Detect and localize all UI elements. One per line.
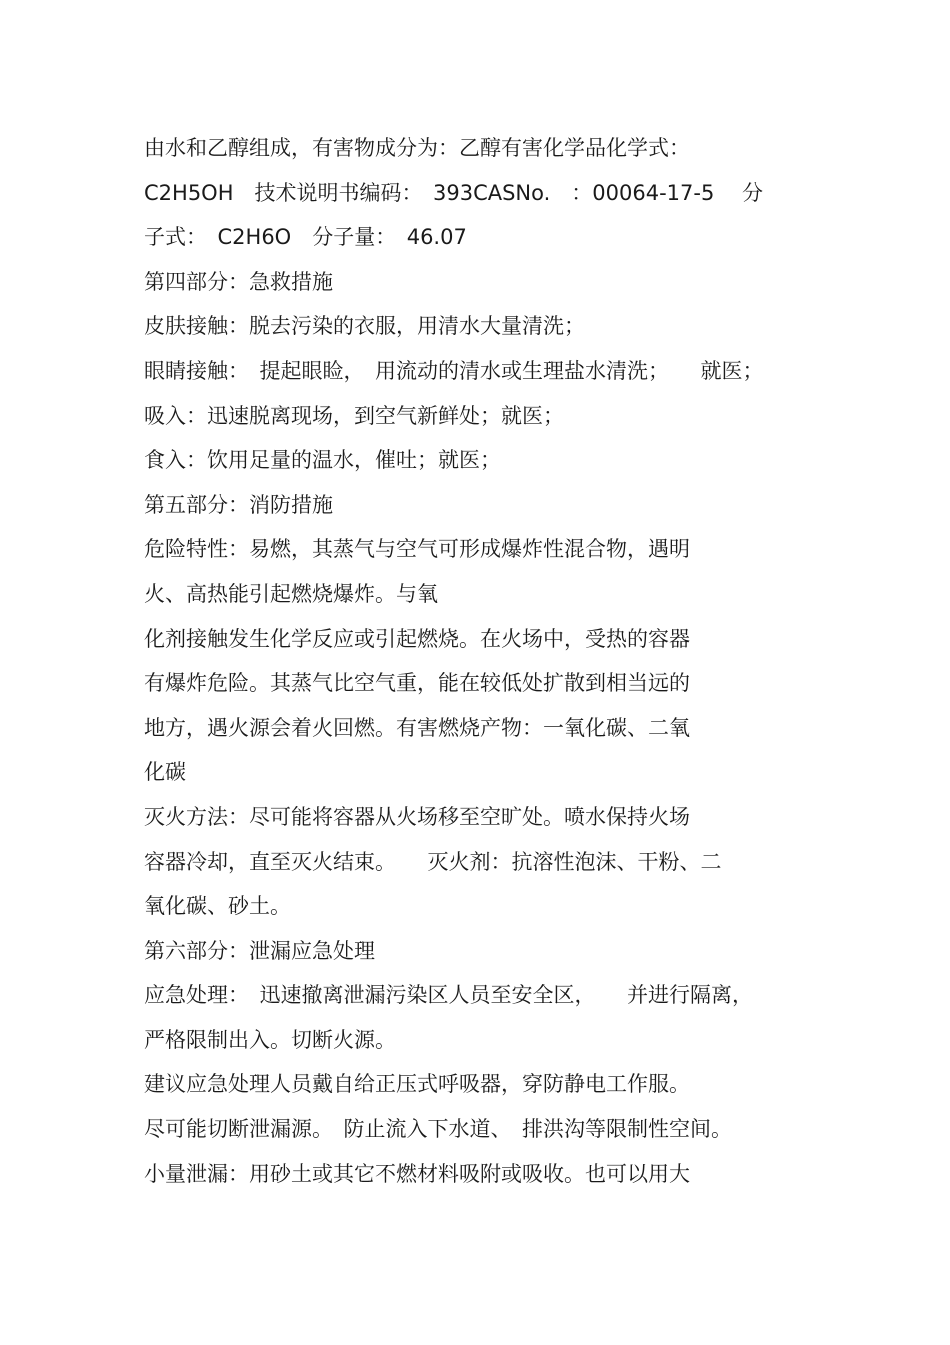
text-line: 危险特性：易燃，其蒸气与空气可形成爆炸性混合物，遇明: [144, 537, 690, 562]
text-line: 由水和乙醇组成，有害物成分为：乙醇有害化学品化学式：: [144, 136, 690, 160]
section-heading: 第四部分：急救措施: [144, 269, 333, 294]
text-line: 吸入：迅速脱离现场，到空气新鲜处；就医；: [144, 403, 564, 428]
text-line: 应急处理： 迅速撤离泄漏污染区人员至安全区， 并进行隔离，: [144, 983, 753, 1008]
text-line: 化剂接触发生化学反应或引起燃烧。在火场中，受热的容器: [144, 626, 690, 651]
text-line: 建议应急处理人员戴自给正压式呼吸器，穿防静电工作服。: [144, 1072, 690, 1097]
text-line: 容器冷却，直至灭火结束。 灭火剂：抗溶性泡沫、干粉、二: [144, 849, 722, 874]
text-line: 火、高热能引起燃烧爆炸。与氧: [144, 581, 438, 606]
text-line: 眼睛接触： 提起眼睑， 用流动的清水或生理盐水清洗； 就医；: [144, 358, 764, 383]
section-heading: 第六部分：泄漏应急处理: [144, 938, 375, 963]
text-line: 灭火方法：尽可能将容器从火场移至空旷处。喷水保持火场: [144, 804, 690, 829]
section-heading: 第五部分：消防措施: [144, 492, 333, 517]
text-line: 小量泄漏：用砂土或其它不燃材料吸附或吸收。也可以用大: [144, 1161, 690, 1186]
text-line: 化碳: [144, 760, 186, 785]
document-body: [144, 126, 824, 1196]
text-line: 严格限制出入。切断火源。: [144, 1027, 396, 1052]
text-line: 子式： C2H6O 分子量： 46.07: [144, 225, 467, 250]
text-line: C2H5OH 技术说明书编码： 393CASNo. ：00064-17-5 分: [144, 180, 764, 205]
text-line: 食入：饮用足量的温水，催吐；就医；: [144, 448, 501, 473]
text-line: 尽可能切断泄漏源。 防止流入下水道、 排洪沟等限制性空间。: [144, 1117, 732, 1142]
text-line: 皮肤接触：脱去污染的衣服，用清水大量清洗；: [144, 314, 585, 339]
text-line: 氧化碳、砂土。: [144, 894, 291, 919]
text-line: 有爆炸危险。其蒸气比空气重，能在较低处扩散到相当远的: [144, 671, 690, 696]
text-line: 地方，遇火源会着火回燃。有害燃烧产物：一氧化碳、二氧: [144, 715, 690, 740]
